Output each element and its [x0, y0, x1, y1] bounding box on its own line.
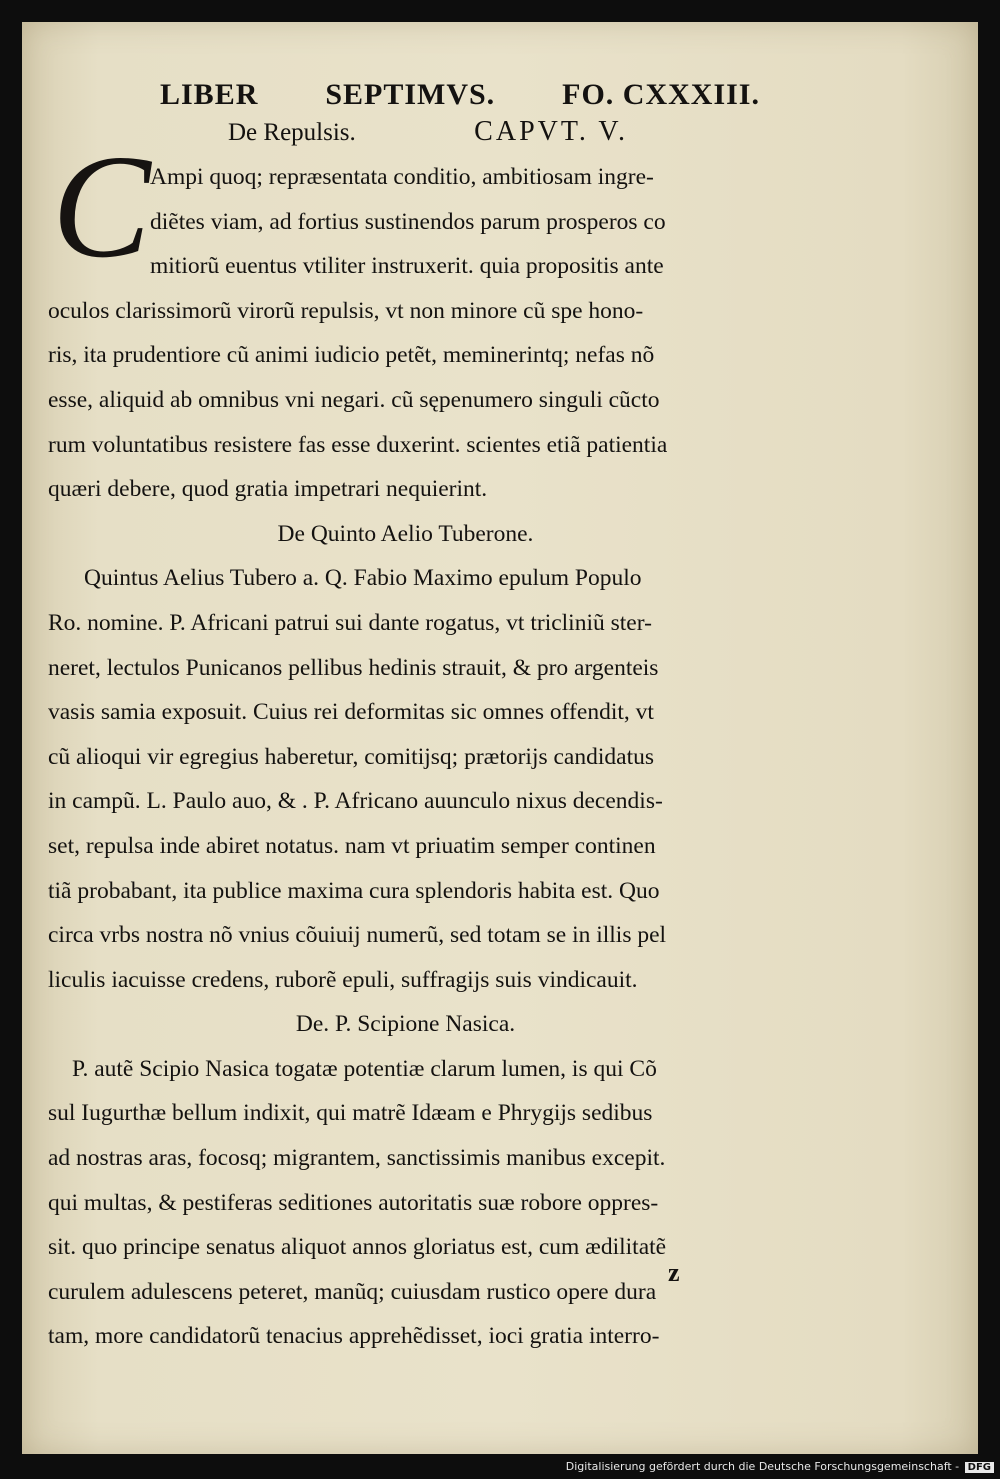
footer-text: Digitalisierung gefördert durch die Deutsche Forschungsgemeinschaft -	[565, 1460, 960, 1473]
text-line: qui multas, & pestiferas seditiones autoritatis suæ robore oppres-	[48, 1189, 659, 1216]
section-heading-nasica: De. P. Scipione Nasica.	[295, 1011, 516, 1038]
text-line: ris, ita prudentiore cũ animi iudicio petẽt, meminerintq; nefas nõ	[48, 342, 655, 369]
text-body	[48, 155, 783, 1359]
text-line: vasis samia exposuit. Cuius rei deformitas sic omnes offendit, vt	[48, 699, 654, 726]
text-line: sul Iugurthæ bellum indixit, qui matrẽ Idæam e Phrygijs sedibus	[48, 1100, 653, 1127]
footer-credit	[0, 1460, 994, 1473]
text-line: diẽtes viam, ad fortius sustinendos parum prosperos co	[150, 208, 666, 235]
text-line: liculis iacuisse credens, ruborẽ epuli, suffragijs suis vindicauit.	[48, 966, 638, 993]
signature-mark: z	[668, 1258, 680, 1287]
drop-cap-initial: C	[52, 125, 151, 289]
header-liber: LIBER	[160, 78, 259, 111]
dfg-logo: DFG	[965, 1462, 994, 1473]
section-title: De Repulsis.	[228, 119, 356, 146]
header-septimus: SEPTIMVS.	[325, 78, 496, 111]
text-line: rum voluntatibus resistere fas esse duxerint. scientes etiã patientia	[48, 431, 668, 458]
text-line: Ampi quoq; repræsentata conditio, ambitiosam ingre-	[150, 164, 654, 190]
text-line: curulem adulescens peteret, manũq; cuiusdam rustico opere dura	[48, 1278, 657, 1305]
text-line: esse, aliquid ab omnibus vni negari. cũ sępenumero singuli cũcto	[48, 386, 660, 413]
text-line: circa vrbs nostra nõ vnius cõuiuij numerũ, sed totam se in illis pel	[48, 922, 667, 949]
text-line: oculos clarissimorũ virorũ repulsis, vt non minore cũ spe hono-	[48, 297, 644, 324]
text-line: Quintus Aelius Tubero a. Q. Fabio Maximo epulum Populo	[84, 565, 642, 592]
text-line: ad nostras aras, focosq; migrantem, sanctissimis manibus excepit.	[48, 1145, 666, 1172]
text-line: neret, lectulos Punicanos pellibus hedinis strauit, & pro argenteis	[48, 654, 659, 681]
text-line: cũ alioqui vir egregius haberetur, comitijsq; prætorijs candidatus	[48, 743, 654, 770]
chapter-number: CAPVT. V.	[474, 116, 628, 147]
text-line: set, repulsa inde abiret notatus. nam vt priuatim semper continen	[48, 832, 656, 859]
text-line: mitiorũ euentus vtiliter instruxerit. quia propositis ante	[150, 253, 664, 280]
text-line: tam, more candidatorũ tenacius apprehẽdisset, ioci gratia interro-	[48, 1323, 660, 1350]
text-line: Ro. nomine. P. Africani patrui sui dante rogatus, vt tricliniũ ster-	[48, 609, 652, 636]
text-line: in campũ. L. Paulo auo, & . P. Africano auunculo nixus decendis-	[48, 788, 663, 815]
text-line: quæri debere, quod gratia impetrari nequierint.	[48, 476, 488, 503]
text-line: sit. quo principe senatus aliquot annos gloriatus est, cum ædilitatẽ	[48, 1234, 667, 1261]
text-line: P. autẽ Scipio Nasica togatæ potentiæ clarum lumen, is qui Cõ	[72, 1055, 657, 1082]
running-header	[160, 78, 760, 112]
text-line: tiã probabant, ita publice maxima cura splendoris habita est. Quo	[48, 877, 660, 904]
chapter-header	[228, 116, 628, 148]
header-folio: FO. CXXXIII.	[562, 78, 760, 111]
section-heading-tubero: De Quinto Aelio Tuberone.	[277, 520, 534, 547]
